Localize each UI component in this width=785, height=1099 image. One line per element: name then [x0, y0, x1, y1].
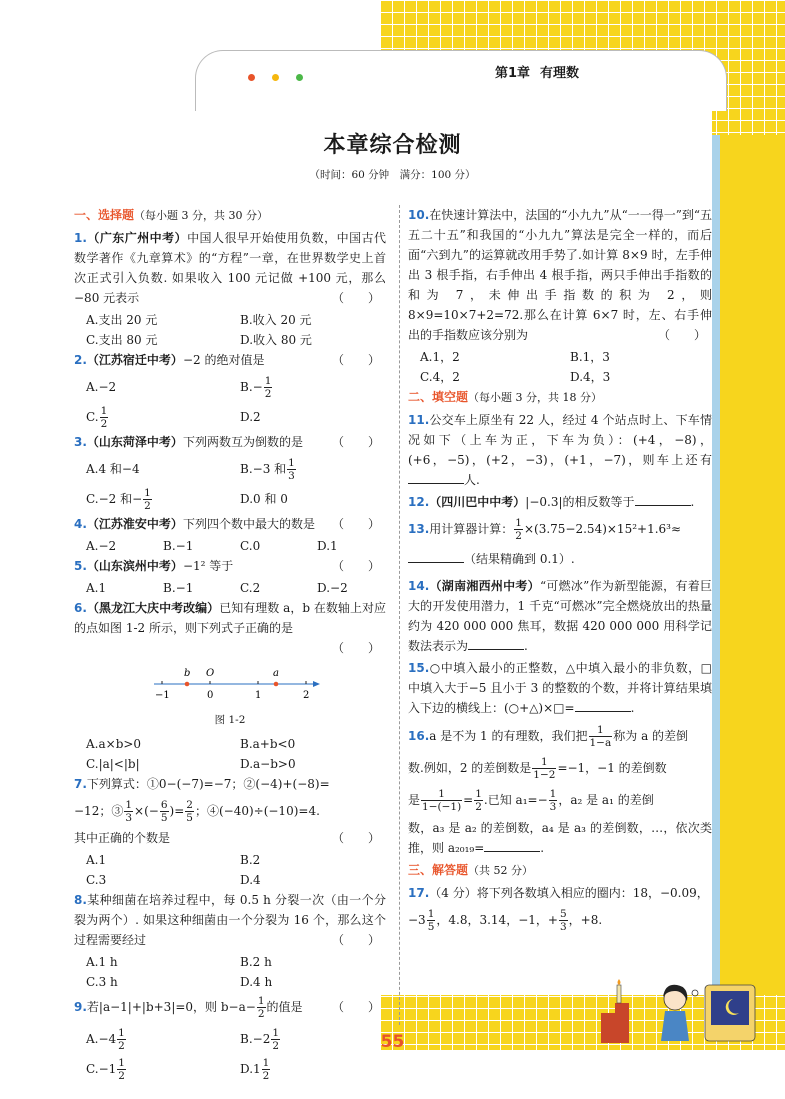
option-a: A.4 和−4: [86, 462, 140, 476]
denominator: 2: [118, 1040, 125, 1052]
option-b: [240, 372, 386, 402]
question-6-options: [74, 734, 386, 774]
question-11: [408, 410, 712, 490]
option-d: D.4，3: [570, 370, 611, 384]
numerator: 1: [515, 517, 522, 529]
question-15: 15.○中填入最小的正整数，△中填入最小的非负数，□中填入大于−5 且小于 3 的整数的个数，并将计算结果填入下边的横线上：(○+△)×□= .: [408, 661, 712, 715]
numerator: 1: [264, 375, 272, 387]
option-c: C.4，2: [420, 370, 460, 384]
fraction: [549, 788, 558, 813]
option-d: D.收入 80 元: [240, 333, 312, 347]
question-3: [74, 432, 386, 452]
fraction: [264, 375, 273, 400]
side-strip-yellow: [720, 135, 785, 995]
section-3-heading: [408, 860, 712, 881]
question-13: [408, 514, 712, 574]
answer-paren: （ ）: [331, 291, 380, 305]
question-number: 9.: [74, 1000, 87, 1014]
fraction: [185, 799, 194, 824]
expression-part: −12；③: [74, 804, 124, 818]
section-2-heading: [408, 387, 712, 408]
red-dot: [248, 74, 255, 81]
option-b: B.−1: [163, 539, 194, 553]
option-c: [86, 1054, 232, 1084]
question-text: =−1，−1 的差倒数: [557, 761, 667, 775]
question-16: [408, 720, 712, 816]
section-title: 二、填空题: [408, 390, 469, 404]
question-number: 11.: [408, 413, 430, 427]
label-a: a: [273, 668, 279, 679]
question-7-line-2: [74, 796, 386, 826]
option-d: D.2: [240, 410, 261, 424]
question-text: 数.例如，2 的差倒数是: [408, 761, 532, 775]
answer-blank[interactable]: [484, 851, 540, 852]
option-b: B.2 h: [240, 955, 272, 969]
question-text: 是: [408, 793, 421, 807]
option-a: A.−2: [86, 380, 117, 394]
section-note: （每小题 3 分，共 18 分）: [468, 391, 602, 404]
question-text: 下列四个数中最大的数是: [182, 517, 315, 531]
option-label: C.−2 和−: [86, 492, 143, 506]
question-12: 12.（四川巴中中考）|−0.3|的相反数等于 .: [408, 495, 695, 509]
expression-part: ；④(−40)÷(−10)=4.: [194, 804, 320, 818]
expression-part: ): [169, 804, 175, 818]
question-7-line-3: [74, 828, 386, 848]
question-number: 14.: [408, 579, 430, 593]
option-a: A.a×b>0: [86, 737, 142, 751]
question-7: [74, 774, 386, 794]
question-source: （江苏淮安中考）: [86, 517, 183, 531]
option-label: B.−3 和: [240, 462, 287, 476]
option-label: B.−: [240, 380, 263, 394]
page-subtitle: （时间：60 分钟 满分：100 分）: [309, 169, 476, 181]
answer-paren: （ ）: [331, 933, 380, 947]
option-label: C.−1: [86, 1062, 117, 1076]
answer-paren: （ ）: [331, 435, 380, 449]
question-text: 下列算式：①0−(−7)=−7；②(−4)+(−8)=: [86, 777, 330, 791]
question-text: 若|a−1|+|b+3|=0，则 b−a−: [86, 1000, 256, 1014]
option-c: C.|a|<|b|: [86, 757, 140, 771]
page-number: 55: [380, 1032, 405, 1052]
answer-paren: （ ）: [331, 353, 380, 367]
denominator: 3: [125, 812, 133, 824]
number-part: −3: [408, 913, 426, 927]
tick-label: 2: [303, 690, 310, 701]
answer-blank[interactable]: [635, 505, 691, 506]
question-8-options: [74, 952, 386, 992]
numerator: 1: [427, 908, 435, 920]
right-column: [408, 205, 712, 937]
option-b: [240, 454, 386, 484]
question-source: （山东菏泽中考）: [86, 435, 183, 449]
denominator: 2: [144, 500, 151, 512]
expression-part: (−: [144, 804, 159, 818]
answer-paren: （ ）: [657, 328, 706, 342]
answer-blank[interactable]: [575, 711, 631, 712]
fraction: [427, 908, 436, 933]
question-10-options: [408, 347, 712, 387]
option-d: D.4 h: [240, 975, 273, 989]
option-c: C.3 h: [86, 975, 118, 989]
question-text: =: [463, 793, 474, 807]
fraction: [117, 1057, 126, 1082]
question-text: （4 分）将下列各数填入相应的圈内：18，−0.09，: [429, 886, 709, 900]
fraction: [532, 756, 556, 781]
question-number: 8.: [74, 893, 87, 907]
question-text: 其中正确的个数是: [74, 831, 171, 845]
number-part: ，+8.: [568, 913, 603, 927]
answer-paren: （ ）: [331, 641, 380, 655]
question-source: （广东广州中考）: [86, 231, 188, 245]
option-d: D.0 和 0: [240, 492, 288, 506]
denominator: 5: [160, 812, 168, 824]
denominator: 3: [288, 470, 295, 482]
denominator: 2: [118, 1070, 125, 1082]
question-text: 已知有理数 a，b 在数轴上对应的点如图 1-2 所示，则下列式子正确的是: [74, 601, 386, 635]
option-label: A.−4: [86, 1032, 117, 1046]
option-a: A.支出 20 元: [86, 313, 158, 327]
expression-part: ×: [134, 804, 145, 818]
answer-paren: （ ）: [331, 831, 380, 845]
option-a: A.1 h: [86, 955, 118, 969]
fraction: [124, 799, 133, 824]
question-4: [74, 514, 386, 534]
question-number: 5.: [74, 559, 87, 573]
point-b: [185, 682, 190, 687]
question-text: 某种细菌在培养过程中，每 0.5 h 分裂一次（由一个分裂为两个）. 如果这种细菌由一个分裂为 16 个，那么这个过程需要经过: [74, 893, 386, 947]
option-a: A.−2: [86, 539, 117, 553]
question-3-options: [74, 454, 386, 514]
question-1: [74, 228, 386, 308]
question-10: [408, 205, 712, 345]
denominator: 2: [264, 388, 272, 400]
question-text: a 是不为 1 的有理数，我们把: [429, 729, 588, 743]
point-a: [274, 682, 279, 687]
fraction: [514, 517, 523, 542]
question-source: （山东滨州中考）: [86, 559, 183, 573]
candle: [617, 985, 621, 1003]
answer-paren: （ ）: [331, 559, 380, 573]
fraction: [262, 1057, 271, 1082]
header-dots: [248, 66, 320, 85]
left-column: [74, 205, 386, 1084]
unit-text: 人.: [464, 473, 480, 487]
numerator: 1: [549, 788, 557, 800]
question-9: [74, 992, 386, 1022]
section-title: 三、解答题: [408, 863, 469, 877]
option-label: C.: [86, 410, 99, 424]
numerator: 5: [559, 908, 567, 920]
question-source: （江苏宿迁中考）: [86, 353, 183, 367]
question-text: ○中填入最小的正整数，△中填入最小的非负数，□中填入大于−5 且小于 3 的整数的个数，并将计算结果填入下边的横线上：(○+△)×□=: [408, 661, 712, 715]
answer-paren: （ ）: [331, 517, 380, 531]
option-b: B.收入 20 元: [240, 313, 312, 327]
numerator: 1: [272, 1027, 280, 1039]
question-7-options: [74, 850, 386, 890]
option-a: A.1: [86, 853, 107, 867]
question-source: （黑龙江大庆中考改编）: [86, 601, 220, 615]
answer-blank[interactable]: [468, 649, 524, 650]
tick-label: 0: [207, 690, 214, 701]
option-b: B.2: [240, 853, 261, 867]
question-8: [74, 890, 386, 950]
option-c: C.2: [240, 581, 261, 595]
question-data: (+4，−8)，(+6，−5)，(+2，−3)，(+1，−7)，则车上还有: [408, 433, 712, 467]
option-c: [86, 402, 232, 432]
label-o: O: [206, 668, 215, 679]
question-text: 公交车上原坐有 22 人，经过 4 个站点时上、下车情况如下（上车为正，下车为负）：: [408, 413, 712, 447]
fraction: [559, 908, 568, 933]
fraction: [257, 995, 266, 1020]
question-14: 14.（湖南湘西州中考）“可燃冰”作为新型能源，有着巨大的开发使用潜力，1 千克“可燃冰”完全燃烧放出的热量约为 420 000 000 焦耳，数据 420 000 000 用科学记数法表示为 .: [408, 579, 712, 653]
expression-part: =: [174, 804, 185, 818]
label-b: b: [184, 668, 191, 679]
numerator: 1: [262, 1057, 270, 1069]
question-17: [408, 883, 712, 903]
numerator: 1: [144, 487, 151, 499]
fraction: [100, 405, 109, 430]
spider-icon: [692, 990, 698, 996]
option-c: [86, 484, 232, 514]
question-text: 的值是: [266, 1000, 303, 1014]
question-text: 中国人很早开始使用负数，中国古代数学著作《九章算术》的“方程”一章，在世界数学史上首次正式引入负数. 如果收入 100 元记做 +100 元，那么 −80 元表示: [74, 231, 386, 305]
denominator: 3: [549, 801, 557, 813]
question-text: “可燃冰”作为新型能源，有着巨大的开发使用潜力，1 千克“可燃冰”完全燃烧放出的热量约为 420 000 000 焦耳，数据 420 000 000 用科学记数法表示为: [408, 579, 712, 653]
numerator: 1: [589, 724, 613, 737]
chapter-label: [495, 62, 589, 81]
fraction: [143, 487, 152, 512]
question-number: 3.: [74, 435, 87, 449]
question-16-continued: 数，a₃ 是 a₂ 的差倒数，a₄ 是 a₃ 的差倒数，…，依次类推，则 a₂₀₁₉= .: [408, 821, 712, 855]
numerator: 1: [118, 1057, 125, 1069]
question-5: [74, 556, 386, 576]
question-number: 6.: [74, 601, 87, 615]
section-note: （每小题 3 分，共 30 分）: [134, 209, 268, 222]
denominator: 1−a: [589, 737, 612, 749]
number-line-figure: [152, 666, 322, 706]
section-note: （共 52 分）: [468, 864, 534, 877]
numerator: 1: [257, 995, 265, 1007]
chapter-number: 第1章: [495, 66, 531, 81]
option-c: C.0: [240, 539, 261, 553]
denominator: 2: [100, 418, 108, 430]
section-1-heading: [74, 205, 386, 226]
question-note: （结果精确到 0.1）.: [464, 552, 575, 566]
question-text: 数，a₃ 是 a₂ 的差倒数，a₄ 是 a₃ 的差倒数，…，依次类推，则 a₂₀₁₉=: [408, 821, 712, 855]
denominator: 2: [475, 801, 482, 813]
question-number: 2.: [74, 353, 87, 367]
option-c: C.支出 80 元: [86, 333, 158, 347]
numerator: 1: [125, 799, 133, 811]
question-source: （湖南湘西州中考）: [429, 579, 540, 593]
numerator: 2: [186, 799, 193, 811]
green-dot: [296, 74, 303, 81]
question-6: [74, 598, 386, 658]
fraction: [287, 457, 296, 482]
question-text: 在快速计算法中，法国的“小九九”从“一一得一”到“五五二十五”和我国的“小九九”算法是完全一样的，而后面“六到九”的运算就改用手势了.如计算 8×9 时，左手伸出 3 根手指，右手伸出 4 根手指，两只手伸出手指数的和为 7，未伸出手指数的积为 2，则 8×9=10×7+2=72.那么在计算 6×7 时，左、右手伸出的手指数应该分别为: [408, 208, 712, 342]
question-text: .已知 a₁=−: [483, 793, 548, 807]
numerator: 6: [160, 799, 168, 811]
night-sky: [711, 991, 749, 1025]
question-1-options: [74, 310, 386, 350]
denominator: 2: [257, 1008, 265, 1020]
question-number: 7.: [74, 777, 87, 791]
question-text: 称为 a 的差倒: [613, 729, 689, 743]
option-b: B.−1: [163, 581, 194, 595]
yellow-dot: [272, 74, 279, 81]
option-d: D.1: [317, 539, 338, 553]
column-divider: [399, 205, 400, 1025]
question-text: ，a₂ 是 a₁ 的差倒: [558, 793, 654, 807]
numerator: 1: [532, 756, 556, 769]
question-2-options: [74, 372, 386, 432]
numerator: 1: [118, 1027, 125, 1039]
side-strip-blue: [712, 135, 720, 995]
option-d: [240, 1054, 386, 1084]
numerator: 1: [475, 788, 482, 800]
option-d: D.a−b>0: [240, 757, 296, 771]
question-number: 4.: [74, 517, 87, 531]
number-part: ，4.8，3.14，−1，+: [436, 913, 558, 927]
question-number: 15.: [408, 661, 430, 675]
numerator: 1: [421, 788, 462, 801]
answer-blank[interactable]: [408, 483, 464, 484]
question-number: 17.: [408, 886, 430, 900]
question-number: 10.: [408, 208, 430, 222]
question-text: −1² 等于: [182, 559, 234, 573]
denominator: 5: [427, 921, 435, 933]
denominator: 5: [186, 812, 193, 824]
option-label: B.−2: [240, 1032, 271, 1046]
fraction: [474, 788, 483, 813]
denominator: 2: [515, 530, 522, 542]
question-number: 16.: [408, 729, 430, 743]
numerator: 1: [288, 457, 295, 469]
option-c: C.3: [86, 873, 107, 887]
flame: [618, 979, 621, 985]
denominator: 2: [262, 1070, 270, 1082]
answer-blank[interactable]: [408, 562, 464, 563]
expression: ×(3.75−2.54)×15²+1.6³≈: [523, 522, 682, 536]
page-title: 本章综合检测: [323, 133, 462, 158]
section-title: 一、选择题: [74, 208, 135, 222]
option-d: D.4: [240, 873, 261, 887]
question-text: −2 的绝对值是: [182, 353, 265, 367]
denominator: 3: [559, 921, 567, 933]
denominator: 1−(−1): [422, 801, 462, 813]
tick-label: −1: [155, 690, 170, 701]
question-4-options: [74, 536, 386, 556]
denominator: 2: [272, 1040, 280, 1052]
chapter-title: 有理数: [540, 66, 580, 81]
option-b: B.1，3: [570, 350, 610, 364]
numerator: 1: [100, 405, 108, 417]
question-5-options: [74, 578, 386, 598]
question-number: 12.: [408, 495, 430, 509]
fraction: [589, 724, 613, 749]
question-text: 用计算器计算：: [429, 522, 514, 536]
option-a: A.1，2: [420, 350, 460, 364]
question-text: |−0.3|的相反数等于: [525, 495, 635, 509]
axis-arrow: [313, 681, 320, 687]
question-number: 13.: [408, 522, 430, 536]
option-a: A.1: [86, 581, 107, 595]
question-2: [74, 350, 386, 370]
question-text: 下列两数互为倒数的是: [182, 435, 303, 449]
option-label: D.1: [240, 1062, 261, 1076]
question-17-numbers: [408, 905, 712, 935]
fraction: [160, 799, 169, 824]
denominator: 1−2: [533, 769, 556, 781]
answer-paren: （ ）: [331, 1000, 380, 1014]
option-d: D.−2: [317, 581, 348, 595]
question-source: （四川巴中中考）: [429, 495, 526, 509]
option-b: B.a+b<0: [240, 737, 296, 751]
tick-label: 1: [255, 690, 262, 701]
fraction: [421, 788, 462, 813]
figure-caption: 图 1-2: [214, 714, 246, 726]
question-number: 1.: [74, 231, 87, 245]
